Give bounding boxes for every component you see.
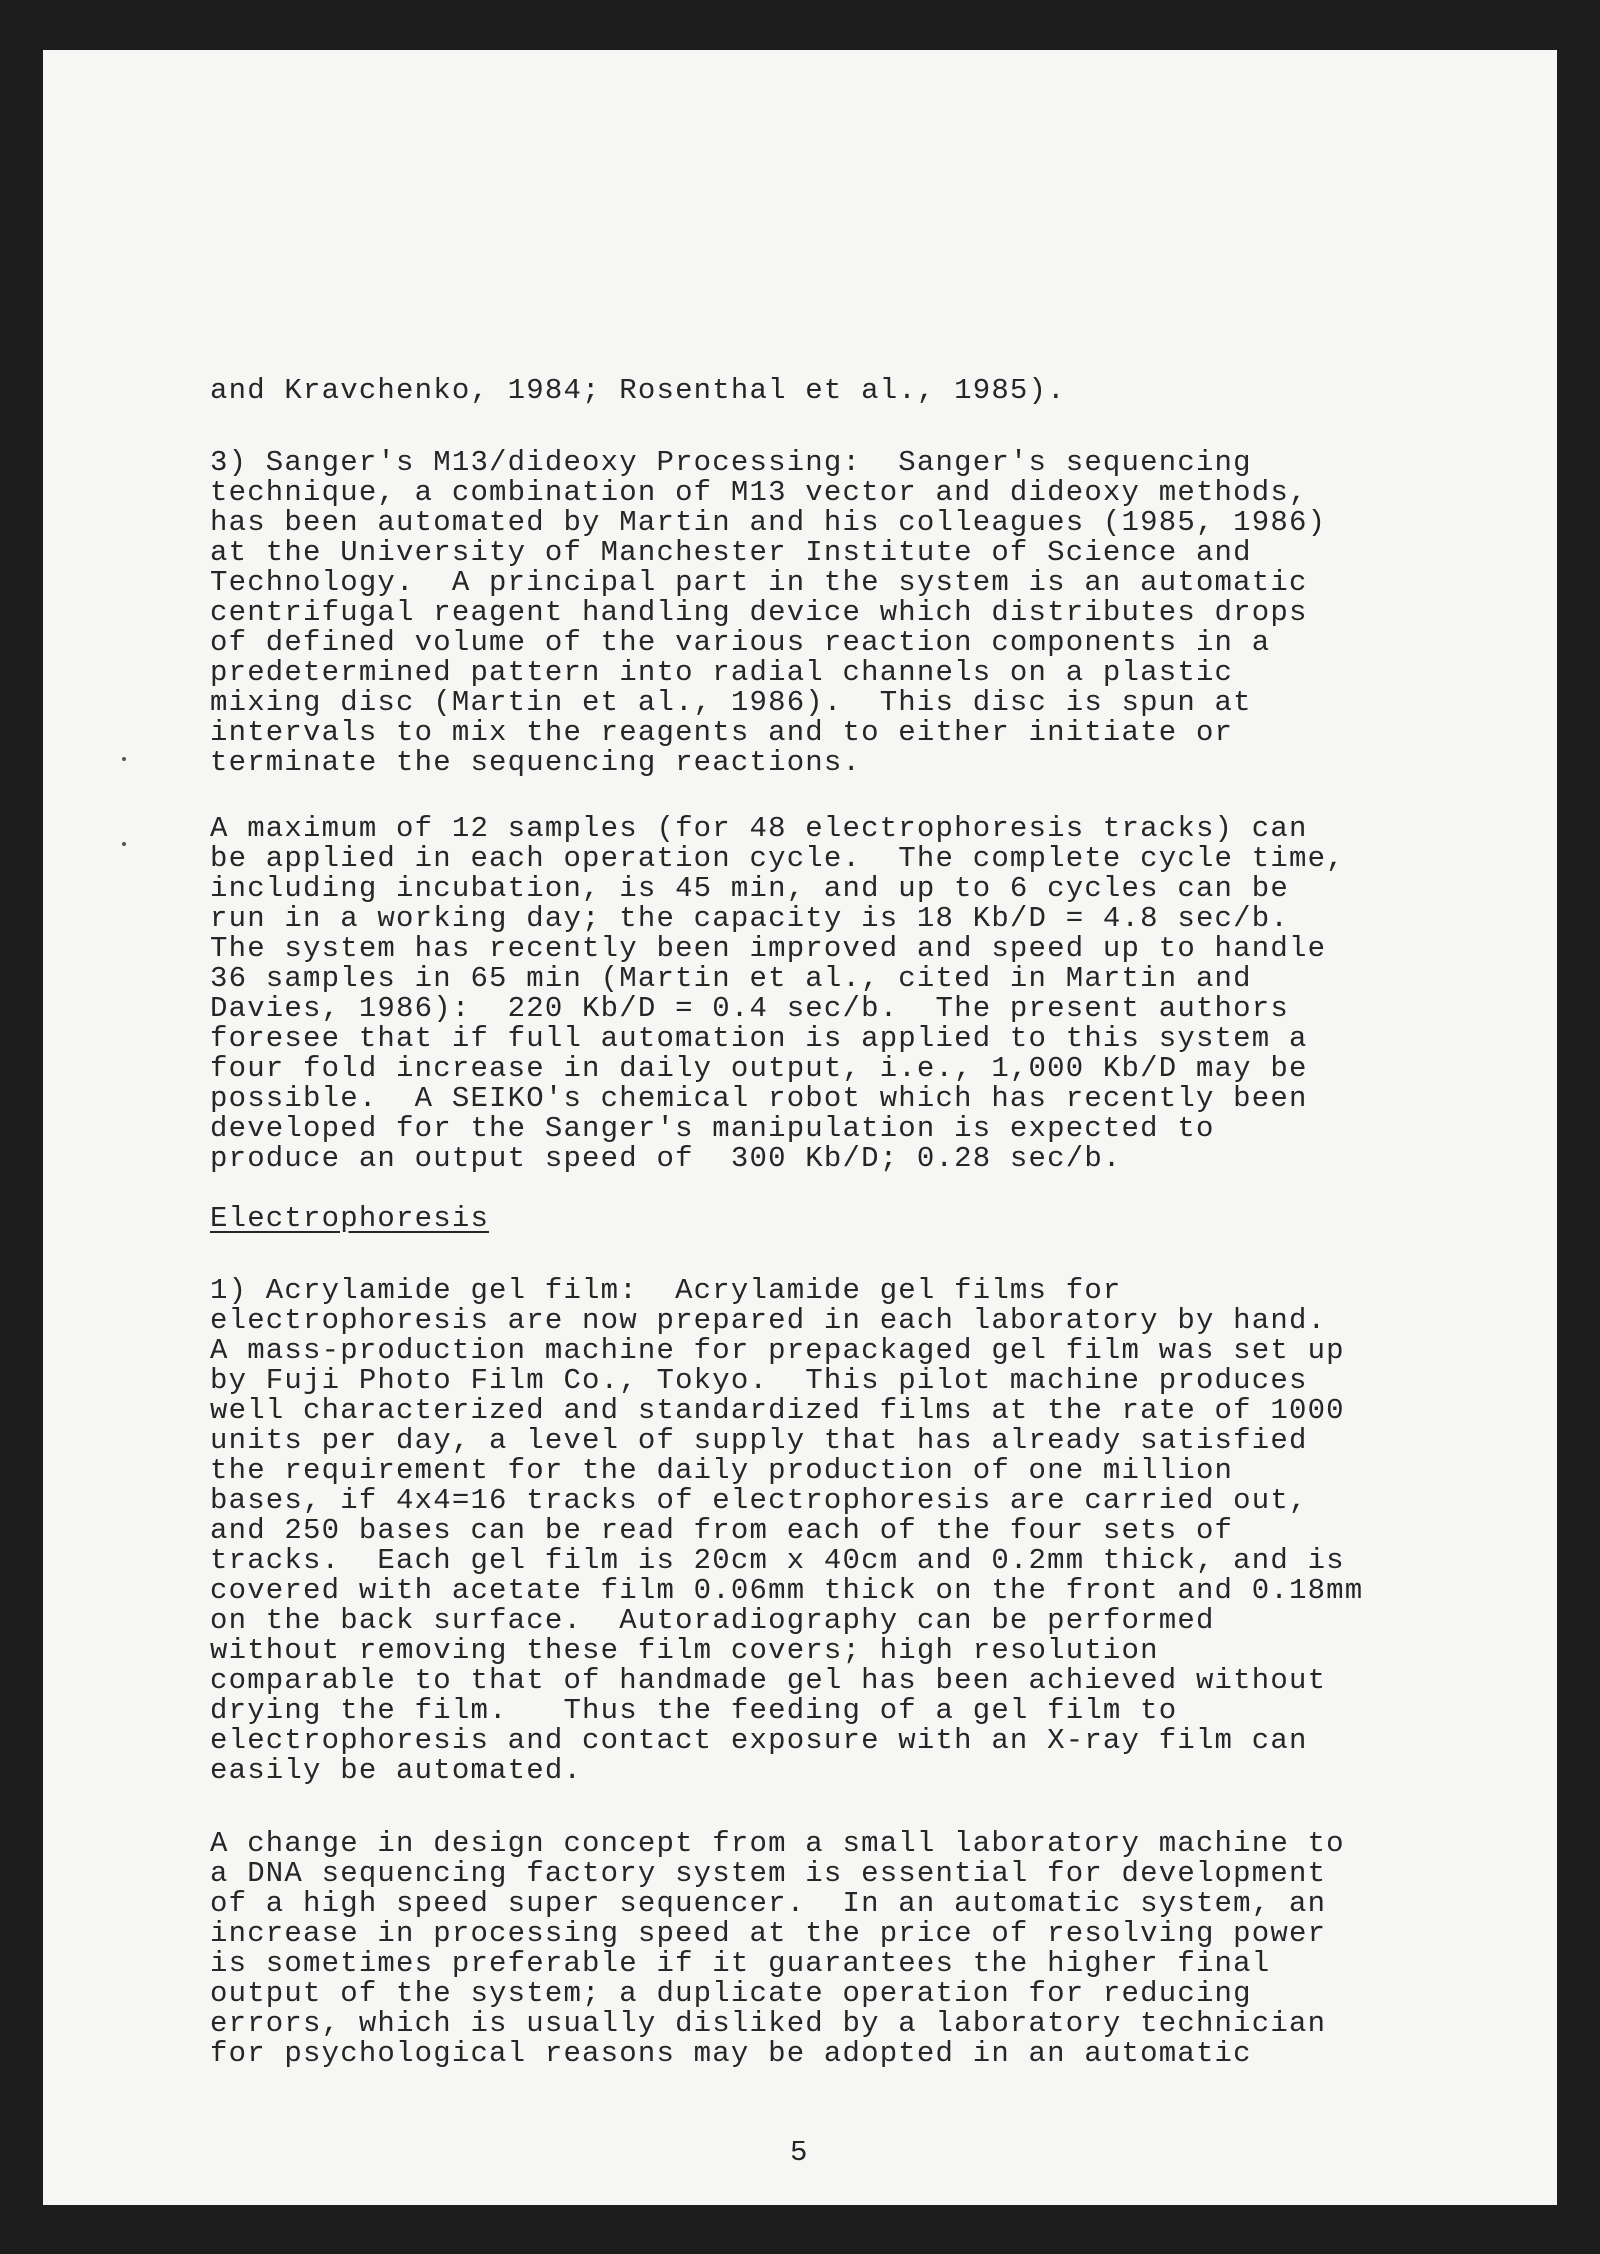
page-number: 5 — [790, 2136, 808, 2169]
text-line: without removing these film covers; high resolution — [210, 1634, 1159, 1667]
scan-mark — [122, 757, 126, 761]
text-line: produce an output speed of 300 Kb/D; 0.28 sec/b. — [210, 1142, 1122, 1175]
text-line: be applied in each operation cycle. The complete cycle time, — [210, 842, 1345, 875]
text-line: intervals to mix the reagents and to either initiate or — [210, 716, 1234, 749]
text-line: terminate the sequencing reactions. — [210, 746, 862, 779]
text-line: for psychological reasons may be adopted in an automatic — [210, 2037, 1252, 2070]
text-line: comparable to that of handmade gel has been achieved without — [210, 1664, 1327, 1697]
text-line: A mass-production machine for prepackaged gel film was set up — [210, 1334, 1345, 1367]
text-line: centrifugal reagent handling device which distributes drops — [210, 596, 1308, 629]
text-line: the requirement for the daily production of one million — [210, 1454, 1234, 1487]
text-line: electrophoresis and contact exposure with an X-ray film can — [210, 1724, 1308, 1757]
text-line: four fold increase in daily output, i.e., 1,000 Kb/D may be — [210, 1052, 1308, 1085]
text-line: bases, if 4x4=16 tracks of electrophoresis are carried out, — [210, 1484, 1308, 1517]
text-line: technique, a combination of M13 vector and dideoxy methods, — [210, 476, 1308, 509]
paragraph-sanger-processing — [210, 448, 1326, 778]
text-line: Technology. A principal part in the system is an automatic — [210, 566, 1308, 599]
section-heading-electrophoresis: Electrophoresis — [210, 1202, 490, 1235]
text-line: The system has recently been improved and speed up to handle — [210, 932, 1327, 965]
scan-mark — [122, 842, 126, 846]
text-line: developed for the Sanger's manipulation is expected to — [210, 1112, 1215, 1145]
text-line: foresee that if full automation is applied to this system a — [210, 1022, 1308, 1055]
text-line: has been automated by Martin and his colleagues (1985, 1986) — [210, 506, 1327, 539]
text-line: drying the film. Thus the feeding of a gel film to — [210, 1694, 1178, 1727]
text-line: and Kravchenko, 1984; Rosenthal et al., 1985). — [210, 374, 1066, 407]
text-line: increase in processing speed at the price of resolving power — [210, 1917, 1327, 1950]
text-line: errors, which is usually disliked by a laboratory technician — [210, 2007, 1327, 2040]
paragraph-design-concept — [210, 1829, 1345, 2069]
paragraph-acrylamide-gel — [210, 1276, 1363, 1786]
text-line: electrophoresis are now prepared in each laboratory by hand. — [210, 1304, 1327, 1337]
text-line: possible. A SEIKO's chemical robot which has recently been — [210, 1082, 1308, 1115]
text-line: well characterized and standardized films at the rate of 1000 — [210, 1394, 1345, 1427]
text-line: units per day, a level of supply that has already satisfied — [210, 1424, 1308, 1457]
text-line: mixing disc (Martin et al., 1986). This disc is spun at — [210, 686, 1252, 719]
text-line: tracks. Each gel film is 20cm x 40cm and 0.2mm thick, and is — [210, 1544, 1345, 1577]
text-line: of a high speed super sequencer. In an automatic system, an — [210, 1887, 1327, 1920]
text-line: covered with acetate film 0.06mm thick on the front and 0.18mm — [210, 1574, 1364, 1607]
text-line: run in a working day; the capacity is 18 Kb/D = 4.8 sec/b. — [210, 902, 1289, 935]
text-line: 36 samples in 65 min (Martin et al., cited in Martin and — [210, 962, 1252, 995]
text-line: Davies, 1986): 220 Kb/D = 0.4 sec/b. The present authors — [210, 992, 1289, 1025]
text-line: including incubation, is 45 min, and up to 6 cycles can be — [210, 872, 1289, 905]
text-line: easily be automated. — [210, 1754, 583, 1787]
paragraph-sample-capacity — [210, 814, 1345, 1174]
text-line: and 250 bases can be read from each of the four sets of — [210, 1514, 1234, 1547]
text-line: a DNA sequencing factory system is essential for development — [210, 1857, 1327, 1890]
text-line: output of the system; a duplicate operation for reducing — [210, 1977, 1252, 2010]
paragraph-continuation — [210, 376, 1066, 406]
text-line: A maximum of 12 samples (for 48 electrophoresis tracks) can — [210, 812, 1308, 845]
text-line: 1) Acrylamide gel film: Acrylamide gel films for — [210, 1274, 1122, 1307]
text-line: 3) Sanger's M13/dideoxy Processing: Sanger's sequencing — [210, 446, 1252, 479]
text-line: at the University of Manchester Institute of Science and — [210, 536, 1252, 569]
text-line: by Fuji Photo Film Co., Tokyo. This pilot machine produces — [210, 1364, 1308, 1397]
text-line: is sometimes preferable if it guarantees the higher final — [210, 1947, 1271, 1980]
text-line: predetermined pattern into radial channels on a plastic — [210, 656, 1234, 689]
text-line: A change in design concept from a small laboratory machine to — [210, 1827, 1345, 1860]
text-line: of defined volume of the various reaction components in a — [210, 626, 1271, 659]
text-line: on the back surface. Autoradiography can be performed — [210, 1604, 1215, 1637]
